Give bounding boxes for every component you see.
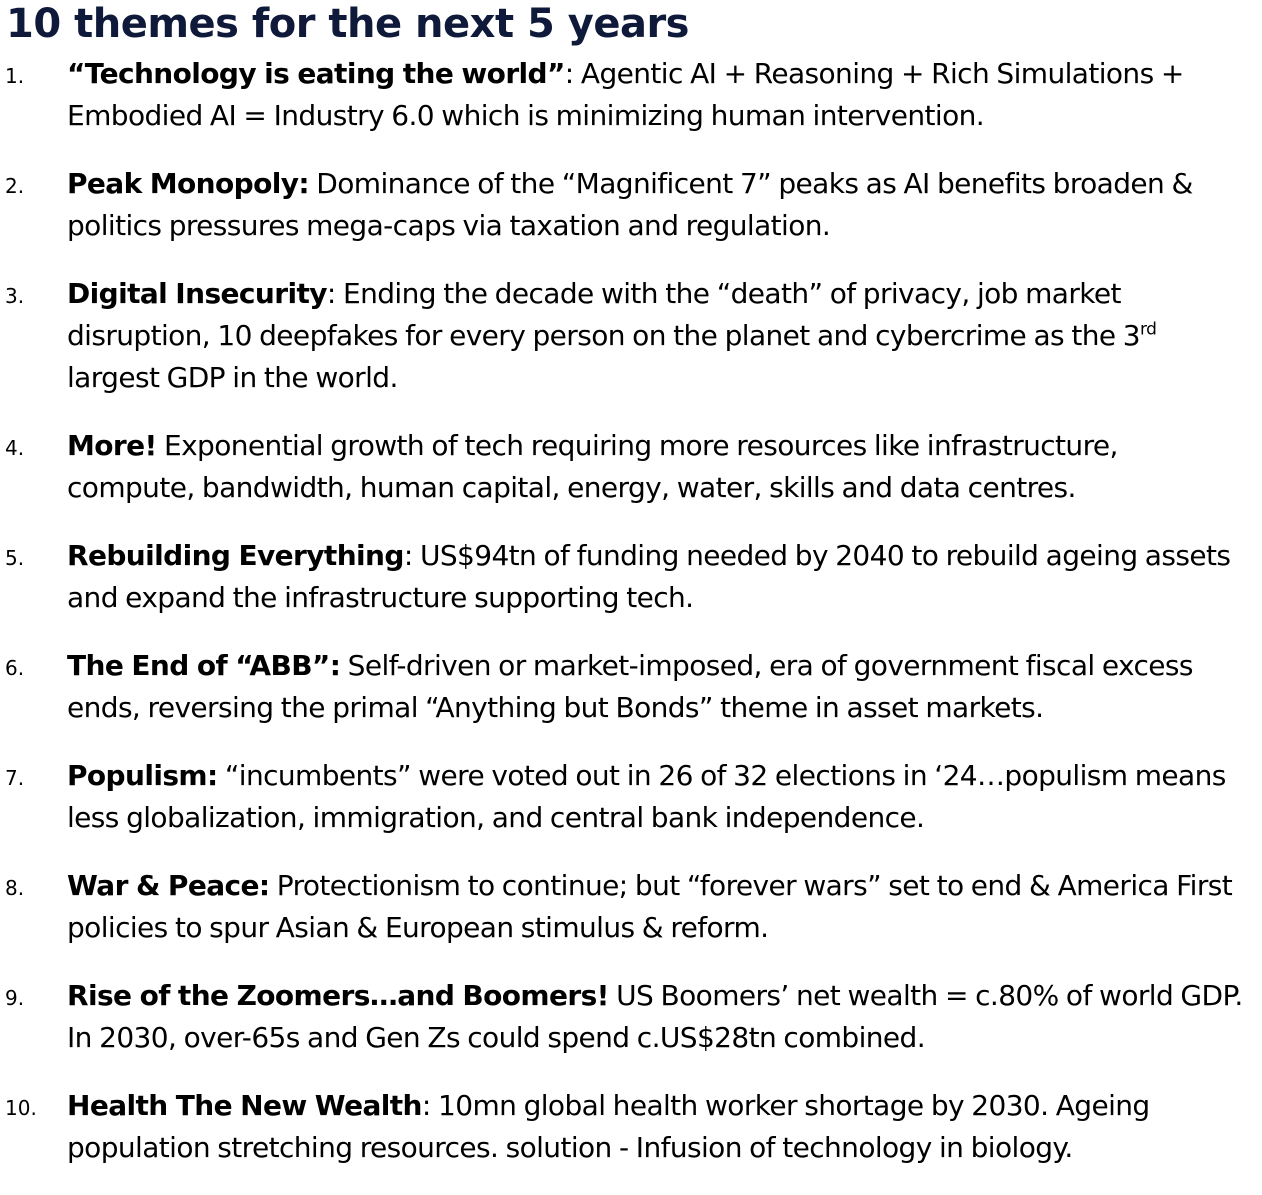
list-item [0,1085,1262,1169]
list-item-text: : Agentic AI + Reasoning + Rich Simulations + Embodied AI = Industry 6.0 which is minimizing human intervention. [67,57,1184,132]
superscript-ordinal: rd [1140,319,1157,340]
list-item-number: 2. [5,174,25,198]
list-item-text: Dominance of the “Magnificent 7” peaks as AI benefits broaden & politics pressures mega-caps via taxation and regulation. [67,167,1193,242]
page-title: 10 themes for the next 5 years [6,1,689,47]
list-item-text-continued: largest GDP in the world. [67,361,398,394]
list-item-text: : Ending the decade with the “death” of privacy, job market disruption, 10 deepfakes for every person on the planet and cybercrime as the 3 [67,277,1140,352]
list-item-heading: The End of “ABB”: [67,649,341,682]
list-item-number: 9. [5,986,25,1010]
list-item-heading: “Technology is eating the world” [67,57,565,90]
list-item-text: “incumbents” were voted out in 26 of 32 elections in ‘24…populism means less globalization, immigration, and central bank independence. [67,759,1226,834]
list-item-number: 8. [5,876,25,900]
list-item-heading: War & Peace: [67,869,270,902]
list-item [0,865,1262,949]
list-item-number: 3. [5,284,25,308]
list-item-heading: Health The New Wealth [67,1089,422,1122]
list-item-heading: Rise of the Zoomers…and Boomers! [67,979,609,1012]
list-item-number: 6. [5,656,25,680]
themes-list [0,53,1262,1195]
list-item-text: : 10mn global health worker shortage by 2030. Ageing population stretching resources. solution - Infusion of technology in biology. [67,1089,1150,1164]
list-item [0,163,1262,247]
list-item [0,535,1262,619]
list-item-number: 4. [5,436,25,460]
list-item [0,425,1262,509]
list-item-text: : US$94tn of funding needed by 2040 to rebuild ageing assets and expand the infrastructure supporting tech. [67,539,1231,614]
list-item [0,975,1262,1059]
list-item-number: 1. [5,64,25,88]
list-item-heading: Populism: [67,759,218,792]
list-item-heading: Rebuilding Everything [67,539,404,572]
list-item-text: US Boomers’ net wealth = c.80% of world GDP. In 2030, over-65s and Gen Zs could spend c.US$28tn combined. [67,979,1243,1054]
list-item-heading: Peak Monopoly: [67,167,309,200]
list-item [0,53,1262,137]
list-item-heading: Digital Insecurity [67,277,327,310]
list-item-heading: More! [67,429,157,462]
list-item [0,755,1262,839]
list-item-number: 5. [5,546,25,570]
list-item-text: Protectionism to continue; but “forever wars” set to end & America First policies to spur Asian & European stimulus & reform. [67,869,1233,944]
list-item-number: 7. [5,766,25,790]
list-item [0,273,1262,399]
list-item-number: 10. [5,1096,37,1120]
list-item [0,645,1262,729]
list-item-text: Exponential growth of tech requiring more resources like infrastructure, compute, bandwidth, human capital, energy, water, skills and data centres. [67,429,1118,504]
list-item-text: Self-driven or market-imposed, era of government fiscal excess ends, reversing the primal “Anything but Bonds” theme in asset markets. [67,649,1193,724]
